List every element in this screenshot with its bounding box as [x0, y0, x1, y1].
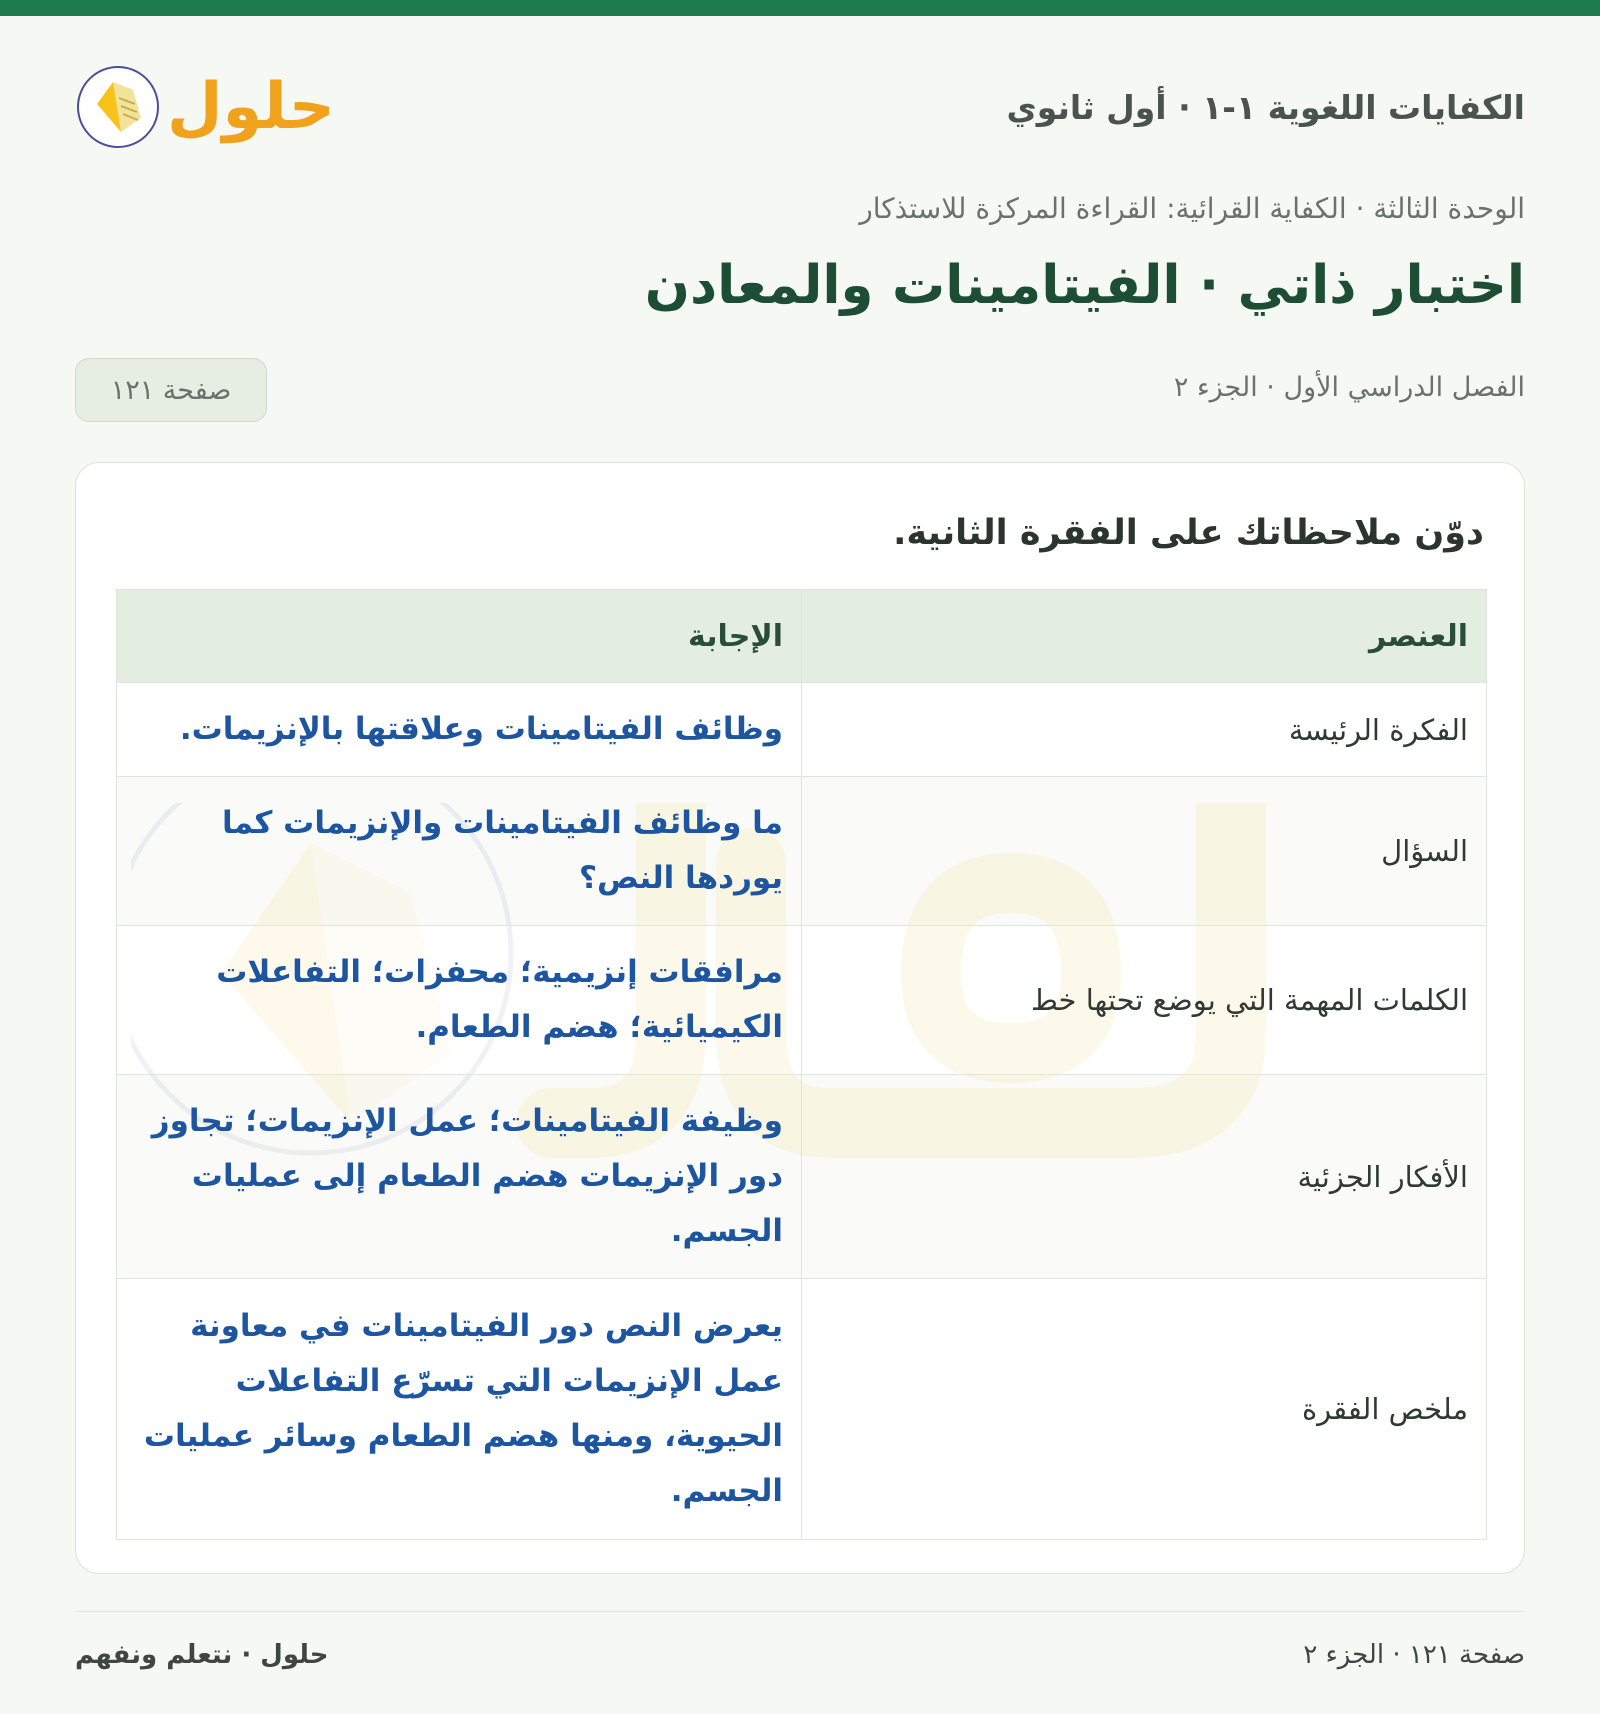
element-cell: ملخص الفقرة [802, 1279, 1487, 1540]
exercise-card [75, 462, 1525, 1574]
footer-brand: حلول · نتعلم ونفهم [75, 1640, 329, 1670]
table-header-row [117, 590, 1487, 683]
answer-cell: ما وظائف الفيتامينات والإنزيمات كما يوردها النص؟ [117, 777, 802, 926]
answer-cell: مرافقات إنزيمية؛ محفزات؛ التفاعلات الكيميائية؛ هضم الطعام. [117, 926, 802, 1075]
table-row [117, 777, 1487, 926]
table-row [117, 683, 1487, 777]
page-title: اختبار ذاتي · الفيتامينات والمعادن [644, 255, 1525, 316]
semester-info: الفصل الدراسي الأول · الجزء ٢ [1173, 372, 1525, 403]
table-row [117, 1279, 1487, 1540]
answer-cell: وظائف الفيتامينات وعلاقتها بالإنزيمات. [117, 683, 802, 777]
course-title: الكفايات اللغوية ١-١ · أول ثانوي [1006, 87, 1525, 127]
element-cell: الأفكار الجزئية [802, 1075, 1487, 1279]
answer-cell: وظيفة الفيتامينات؛ عمل الإنزيمات؛ تجاوز دور الإنزيمات هضم الطعام إلى عمليات الجسم. [117, 1075, 802, 1279]
table-row [117, 1075, 1487, 1279]
column-header-element: العنصر [802, 590, 1487, 683]
top-accent-bar [0, 0, 1600, 16]
breadcrumb: الوحدة الثالثة · الكفاية القرائية: القراءة المركزة للاستذكار [859, 192, 1525, 225]
element-cell: الفكرة الرئيسة [802, 683, 1487, 777]
page-number-badge: صفحة ١٢١ [75, 358, 267, 422]
logo-wordmark: حلول [167, 70, 335, 144]
column-header-answer: الإجابة [117, 590, 802, 683]
hulul-logo[interactable] [75, 64, 335, 150]
element-cell: الكلمات المهمة التي يوضع تحتها خط [802, 926, 1487, 1075]
element-cell: السؤال [802, 777, 1487, 926]
table-row [117, 926, 1487, 1075]
book-emblem-icon [75, 64, 161, 150]
footer-divider [75, 1611, 1525, 1612]
notes-table [116, 589, 1487, 1540]
footer-page-info: صفحة ١٢١ · الجزء ٢ [1303, 1640, 1525, 1670]
answer-cell: يعرض النص دور الفيتامينات في معاونة عمل الإنزيمات التي تسرّع التفاعلات الحيوية، ومنها هضم الطعام وسائر عمليات الجسم. [117, 1279, 802, 1540]
page-header [75, 52, 1525, 162]
exercise-instruction: دوّن ملاحظاتك على الفقرة الثانية. [893, 513, 1484, 553]
